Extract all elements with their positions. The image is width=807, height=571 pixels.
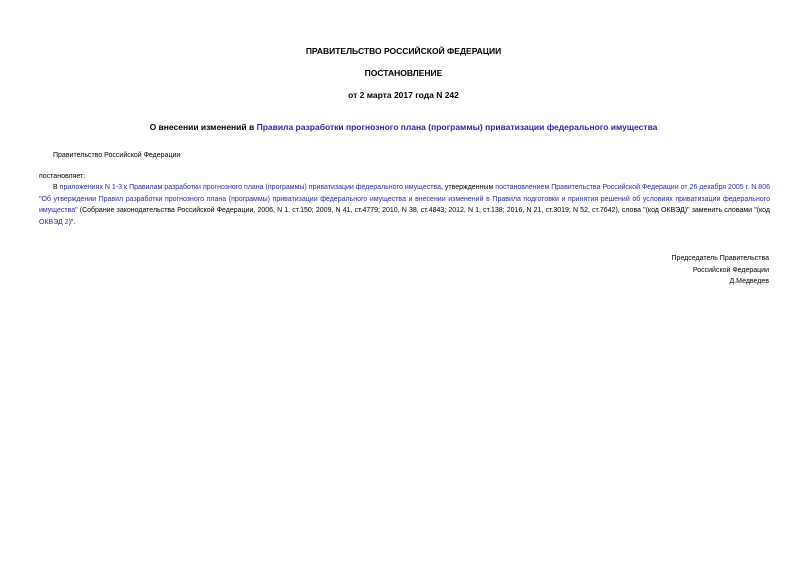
- paragraph-part3: (Собрание законодательства Российской Федерации, 2006, N 1, ст.150; 2009, N 41, ст.4779; 2010, N 38, ст.4843; 2012, N 1, ст.138; 2016, N 21, ст.3019; N 52, ст.7642), слова "(код ОКВЭД)" заменить словами "(код: [77, 207, 770, 214]
- preamble-text: Правительство Российской Федерации: [53, 152, 181, 159]
- main-paragraph: [39, 182, 770, 228]
- date-number-heading: от 2 марта 2017 года N 242: [348, 90, 459, 100]
- paragraph-part4: )".: [68, 218, 76, 226]
- okved2-link[interactable]: ОКВЭД 2: [39, 218, 69, 226]
- resolution-806-link[interactable]: постановлением Правительства Российской Федерации от 26 декабря 2005 г. N 806 "Об утверждении Правил разработки прогнозного плана (программы) приватизации федерального имущества и внесении изменений в Правила подготовки и принятия решений об условиях приватизации федерального имущества": [39, 184, 770, 214]
- resolves-text: постановляет:: [39, 173, 86, 180]
- appendices-link[interactable]: приложениях N 1-3 к Правилам разработки прогнозного плана (программы) приватизации федерального имущества: [59, 184, 441, 191]
- title-rules-link[interactable]: Правила разработки прогнозного плана (программы) приватизации федерального имущества: [256, 122, 658, 132]
- signature-line-title: Председатель Правительства: [671, 255, 769, 262]
- paragraph-part2: , утвержденным: [440, 184, 496, 191]
- signature-block: [569, 253, 769, 288]
- title-prefix: О внесении изменений в: [149, 122, 257, 132]
- document-type-heading: ПОСТАНОВЛЕНИЕ: [364, 68, 443, 78]
- signature-line-country: Российской Федерации: [692, 266, 769, 274]
- signature-line-name: Д.Медведев: [729, 278, 769, 285]
- document-title: [0, 122, 807, 133]
- government-heading: ПРАВИТЕЛЬСТВО РОССИЙСКОЙ ФЕДЕРАЦИИ: [305, 46, 502, 56]
- paragraph-part1: В: [53, 184, 60, 191]
